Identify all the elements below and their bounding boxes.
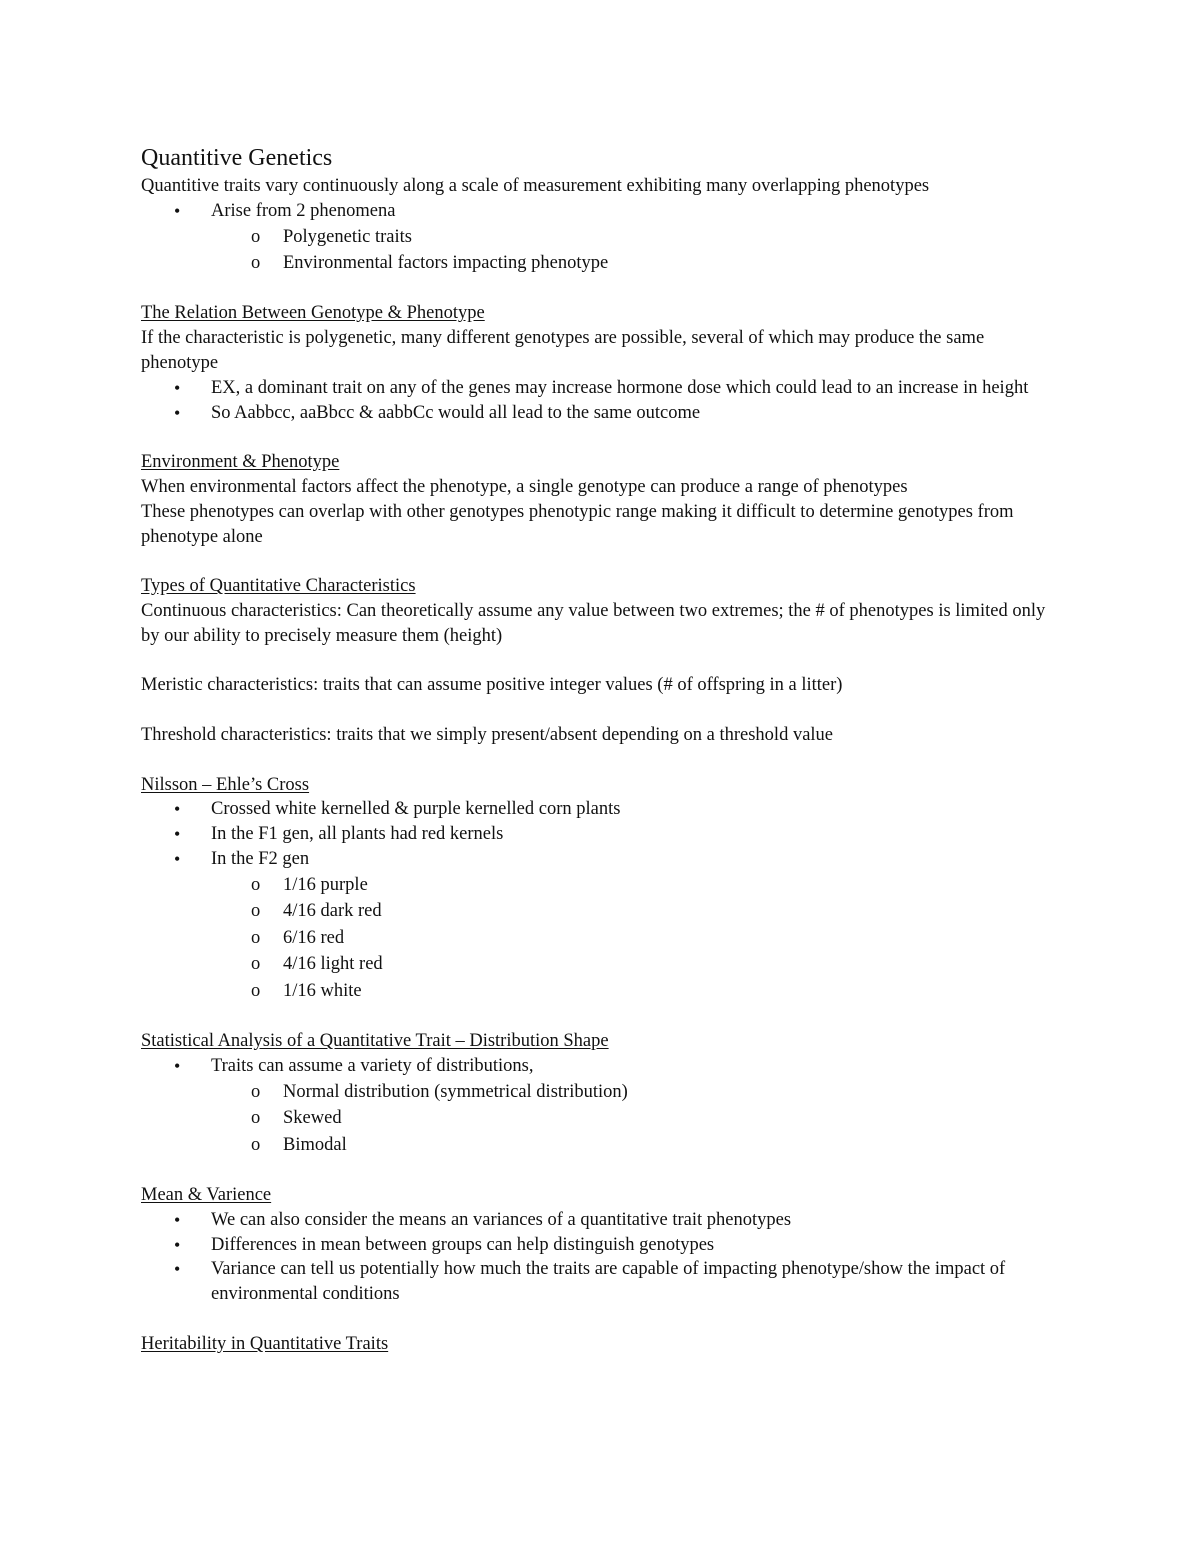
- paragraph: When environmental factors affect the phenotype, a single genotype can produce a range of phenotypes: [141, 476, 908, 497]
- section-heading: The Relation Between Genotype & Phenotype: [141, 303, 485, 324]
- sub-bullet-list: [141, 1079, 1061, 1159]
- list-item: • We can also consider the means an variances of a quantitative trait phenotypes: [141, 1208, 1061, 1233]
- sub-bullet-list: [141, 872, 1061, 1005]
- spacer: [141, 748, 1061, 773]
- spacer: [141, 698, 1061, 723]
- list-item: • Differences in mean between groups can help distinguish genotypes: [141, 1233, 1061, 1258]
- document-page: [141, 142, 1061, 1356]
- spacer: [141, 1307, 1061, 1332]
- bullet-list: [141, 1208, 1061, 1307]
- section-heading: Heritability in Quantitative Traits: [141, 1333, 389, 1354]
- section-heading: Statistical Analysis of a Quantitative Trait – Distribution Shape: [141, 1031, 609, 1052]
- list-item: o Polygenetic traits: [141, 224, 1061, 251]
- bullet-list: [141, 199, 1061, 224]
- page-title: Quantitive Genetics: [141, 145, 333, 171]
- intro-paragraph: Quantitive traits vary continuously along a scale of measurement exhibiting many overlapping phenotypes: [141, 176, 930, 196]
- list-item: • So Aabbcc, aaBbcc & aabbCc would all lead to the same outcome: [141, 401, 1061, 426]
- list-item: • Traits can assume a variety of distributions,: [141, 1054, 1061, 1079]
- list-item: • EX, a dominant trait on any of the genes may increase hormone dose which could lead to an increase in height: [141, 376, 1061, 401]
- spacer: [141, 649, 1061, 674]
- section-heading: Nilsson – Ehle’s Cross: [141, 774, 310, 795]
- spacer: [141, 277, 1061, 302]
- list-item: • Variance can tell us potentially how much the traits are capable of impacting phenotype/show the impact of environmental conditions: [141, 1257, 1061, 1307]
- paragraph: These phenotypes can overlap with other genotypes phenotypic range making it difficult to determine genotypes from phenotype alone: [141, 501, 1014, 547]
- paragraph: Meristic characteristics: traits that can assume positive integer values (# of offspring in a litter): [141, 675, 843, 696]
- list-item: o 4/16 light red: [141, 951, 1061, 978]
- section-heading: Types of Quantitative Characteristics: [141, 576, 416, 597]
- section-heading: Environment & Phenotype: [141, 452, 340, 473]
- list-item: o Environmental factors impacting phenotype: [141, 250, 1061, 277]
- list-item: • In the F1 gen, all plants had red kernels: [141, 822, 1061, 847]
- list-item: • Arise from 2 phenomena: [141, 199, 1061, 224]
- paragraph: If the characteristic is polygenetic, many different genotypes are possible, several of which may produce the same phenotype: [141, 328, 985, 373]
- list-item: o 1/16 white: [141, 978, 1061, 1005]
- bullet-list: [141, 1054, 1061, 1079]
- list-item: o Skewed: [141, 1105, 1061, 1132]
- list-item: o Bimodal: [141, 1132, 1061, 1159]
- spacer: [141, 1158, 1061, 1183]
- spacer: [141, 425, 1061, 450]
- bullet-list: [141, 797, 1061, 871]
- list-item: o 4/16 dark red: [141, 898, 1061, 925]
- bullet-list: [141, 376, 1061, 426]
- list-item: • In the F2 gen: [141, 847, 1061, 872]
- sub-bullet-list: [141, 224, 1061, 277]
- list-item: o 1/16 purple: [141, 872, 1061, 899]
- list-item: o 6/16 red: [141, 925, 1061, 952]
- list-item: • Crossed white kernelled & purple kernelled corn plants: [141, 797, 1061, 822]
- paragraph: Continuous characteristics: Can theoretically assume any value between two extremes; the # of phenotypes is limited only by our ability to precisely measure them (height): [141, 600, 1046, 646]
- spacer: [141, 549, 1061, 574]
- paragraph: Threshold characteristics: traits that we simply present/absent depending on a threshold value: [141, 724, 834, 745]
- spacer: [141, 1004, 1061, 1029]
- list-item: o Normal distribution (symmetrical distribution): [141, 1079, 1061, 1106]
- section-heading: Mean & Varience: [141, 1184, 272, 1205]
